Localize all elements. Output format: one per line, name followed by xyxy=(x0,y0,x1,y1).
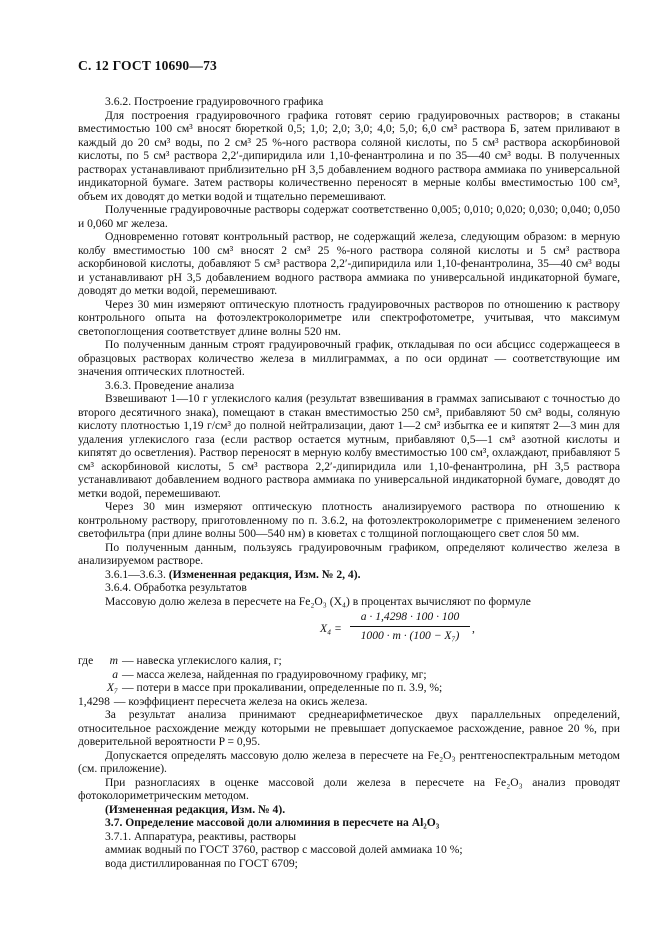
definition-text: — навеска углекислого калия, г; xyxy=(122,654,282,667)
section-3-7-1-title: 3.7.1. Аппаратура, реактивы, растворы xyxy=(105,829,296,843)
formula-denominator: 1000 · m · (100 − X₇) xyxy=(360,629,460,642)
paragraph: Взвешивают 1—10 г углекислого калия (результат взвешивания в граммах записывают с точностью до второго десятичного знака), помещают в стакан вместимостью 250 см³, прибавляют 50 см³ воды, соляную кислоту плотностью 1,19 г/см³ до полной нейтрализации, дают 1—2 см³ избытка ее и кипятят 2—3 мин для удаления углекислого газа (если раствор остается мутным, прибавляют 0,5—1 см³ азотной кислоты и кипятят до осветления). Раствор переносят в мерную колбу вместимостью 100 см³, охлаждают, прибавляют 5 см³ аскорбиновой кислоты, 5 см³ раствора 2,2′-дипиридила или 1,10-фенантролина, pH 3,5 раствора устанавливают добавлением водного раствора аммиака по универсальной индикаторной бумаге, доводят до метки водой, перемешивают. xyxy=(78,392,620,500)
amendment-range: 3.6.1—3.6.3. xyxy=(105,567,166,581)
section-3-7-title: 3.7. Определение массовой доли алюминия в пересчете на Al₂O₃ xyxy=(105,816,440,829)
section-3-6-4-title: 3.6.4. Обработка результатов xyxy=(105,581,247,594)
definition-symbol: X₇ xyxy=(106,681,118,694)
reagent-item: аммиак водный по ГОСТ 3760, раствор с массовой долей аммиака 10 %; xyxy=(105,843,463,856)
paragraph: За результат анализа принимают среднеарифметическое двух параллельных определений, относительное расхождение между которыми не превышает допускаемое расхождение, равное 20 %, при доверительной вероятности P = 0,95. xyxy=(78,708,620,748)
paragraph: При разногласиях в оценке массовой доли железа в пересчете на Fe₂O₃ анализ проводят фотоколориметрическим методом. xyxy=(78,775,620,802)
paragraph: Допускается определять массовую долю железа в пересчете на Fe₂O₃ рентгеноспектральным методом (см. приложение). xyxy=(78,748,620,775)
definition-row xyxy=(78,681,620,695)
page-body xyxy=(78,95,620,870)
definition-text: — потери в массе при прокаливании, определенные по п. 3.9, %; xyxy=(122,681,443,694)
amendment-note: (Измененная редакция, Изм. № 4). xyxy=(105,802,286,816)
section-3-6-3-title: 3.6.3. Проведение анализа xyxy=(105,378,235,392)
paragraph: Массовую долю железа в пересчете на Fe₂O₃ (X₄) в процентах вычисляют по формуле xyxy=(105,594,531,608)
formula-lhs: X₄ = xyxy=(320,622,342,635)
definition-row xyxy=(78,654,620,668)
formula-numerator: a · 1,4298 · 100 · 100 xyxy=(350,610,470,627)
paragraph: Одновременно готовят контрольный раствор, не содержащий железа, следующим образом: в мерную колбу вместимостью 100 см³ вносят 2 см³ 25 %-ного раствора соляной кислоты и 5 см³ раствора аскорбиновой кислоты, добавляют 5 см³ раствора 2,2′-дипиридила или 1,10-фенантролина, 35—40 см³ воды и устанавливают pH 3,5 добавлением водного раствора аммиака по универсальной индикаторной бумаге, доводят до метки водой, перемешивают. xyxy=(78,230,620,297)
definition-row xyxy=(78,668,620,682)
where-label: где xyxy=(78,654,94,667)
paragraph: Для построения градуировочного графика готовят серию градуировочных растворов; в стаканы вместимостью 100 см³ вносят бюреткой 0,5; 1,0; 2,0; 3,0; 4,0; 5,0; 6,0 см³ раствора Б, затем приливают в каждый до 20 см³ воды, по 2 см³ 25 %-ного раствора соляной кислоты, по 5 см³ раствора аскорбиновой кислоты, по 5 см³ раствора 2,2′-дипиридила или 1,10-фенантролина и по 35—40 см³ воды. В полученных растворах устанавливают приблизительно pH 3,5 добавлением водного раствора аммиака по универсальной индикаторной бумаге. Затем растворы количественно переносят в мерные колбы вместимостью 100 см³, объем их доводят до метки водой и тщательно перемешивают. xyxy=(78,108,620,203)
definition-symbol: m xyxy=(109,654,118,667)
definition-text: — коэффициент пересчета железа на окись железа. xyxy=(113,694,368,708)
amendment-text: (Измененная редакция, Изм. № 2, 4). xyxy=(168,567,361,581)
formula-comma: , xyxy=(472,622,475,635)
paragraph: По полученным данным строят градуировочный график, откладывая по оси абсцисс содержащееся в образцовых растворах количество железа в миллиграммах, а по оси ординат — соответствующие им значения оптических плотностей. xyxy=(78,338,620,378)
paragraph: Полученные градуировочные растворы содержат соответственно 0,005; 0,010; 0,020; 0,030; 0,040; 0,050 и 0,060 мг железа. xyxy=(78,203,620,230)
iron-formula xyxy=(78,610,620,652)
definition-row xyxy=(78,695,620,709)
paragraph: Через 30 мин измеряют оптическую плотность анализируемого раствора по отношению к контрольному раствору, приготовленному по п. 3.6.2, на фотоэлектроколориметре с применением зеленого светофильтра (при длине волны 500—540 нм) в кюветах с толщиной поглощающего свет слоя 50 мм. xyxy=(78,500,620,540)
page-header: С. 12 ГОСТ 10690—73 xyxy=(78,58,217,73)
paragraph: Через 30 мин измеряют оптическую плотность градуировочных растворов по отношению к раствору контрольного опыта на фотоэлектроколориметре или спектрофотометре, учитывая, что максимум светопоглощения соответствует длине волны 520 нм. xyxy=(78,297,620,338)
reagent-item: вода дистиллированная по ГОСТ 6709; xyxy=(105,856,298,870)
definition-symbol: 1,4298 xyxy=(78,694,110,708)
definition-text: — масса железа, найденная по градуировочному графику, мг; xyxy=(122,667,427,681)
paragraph: По полученным данным, пользуясь градуировочным графиком, определяют количество железа в анализируемом растворе. xyxy=(78,540,620,567)
section-3-6-2-title: 3.6.2. Построение градуировочного графика xyxy=(105,95,324,108)
definition-symbol: a xyxy=(112,667,118,681)
amendment-note xyxy=(78,568,620,582)
